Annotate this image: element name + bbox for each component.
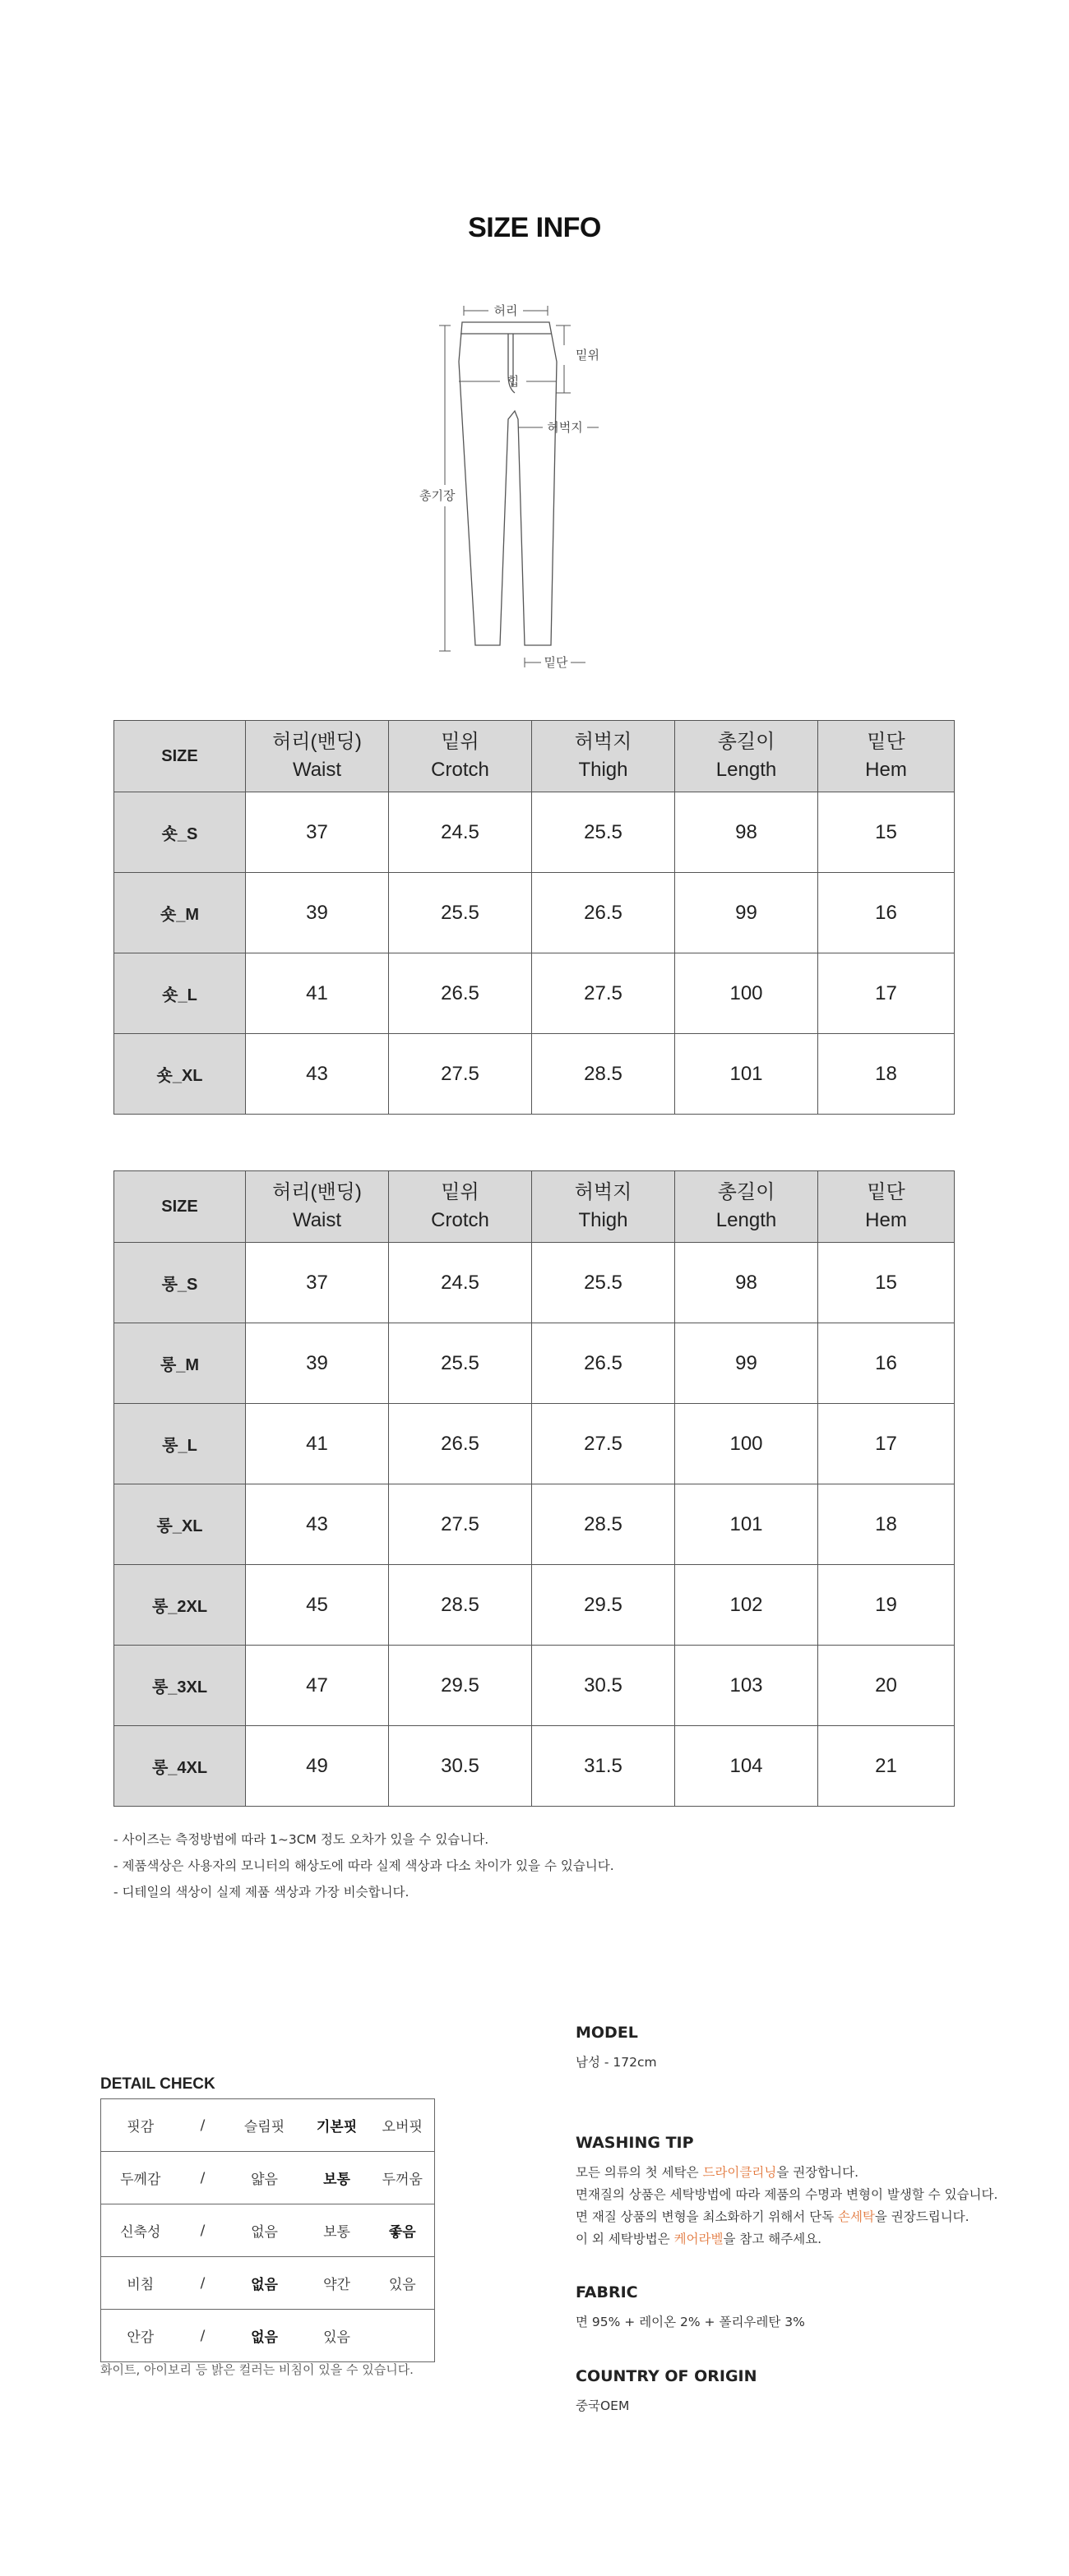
size-value: 30.5: [532, 1646, 675, 1726]
size-value: 43: [246, 1034, 389, 1115]
column-header: 총길이 Length: [675, 1171, 818, 1243]
size-value: 26.5: [532, 873, 675, 953]
size-label: 숏_XL: [114, 1034, 246, 1115]
table-row: [114, 1243, 955, 1323]
detail-option-selected: 기본핏: [303, 2099, 371, 2152]
detail-option-selected: 좋음: [371, 2204, 435, 2257]
washing-section: [576, 2134, 997, 2251]
column-header: 밑단 Hem: [818, 1171, 955, 1243]
size-label: 롱_L: [114, 1404, 246, 1484]
size-value: 26.5: [532, 1323, 675, 1404]
label-length: 총기장: [419, 488, 456, 503]
table-header-row: [114, 1171, 955, 1243]
size-value: 25.5: [389, 1323, 532, 1404]
table-row: [114, 1646, 955, 1726]
size-value: 17: [818, 1404, 955, 1484]
table-row: [114, 1404, 955, 1484]
size-value: 99: [675, 1323, 818, 1404]
short-size-table: [113, 720, 955, 1115]
fabric-section: [576, 2283, 805, 2334]
size-value: 16: [818, 1323, 955, 1404]
size-value: 15: [818, 1243, 955, 1323]
size-label: 롱_2XL: [114, 1565, 246, 1646]
detail-row: [101, 2310, 435, 2362]
table-row: [114, 792, 955, 873]
origin-title: COUNTRY OF ORIGIN: [576, 2367, 757, 2385]
label-hem: 밑단: [544, 655, 568, 670]
detail-row: [101, 2257, 435, 2310]
size-value: 28.5: [532, 1034, 675, 1115]
table-row: [114, 1565, 955, 1646]
size-label: 롱_S: [114, 1243, 246, 1323]
size-value: 27.5: [532, 1404, 675, 1484]
detail-separator: /: [180, 2204, 226, 2257]
size-label: 숏_M: [114, 873, 246, 953]
size-value: 21: [818, 1726, 955, 1807]
washing-title: WASHING TIP: [576, 2134, 694, 2152]
size-value: 39: [246, 873, 389, 953]
size-value: 27.5: [389, 1484, 532, 1565]
size-value: 15: [818, 792, 955, 873]
detail-separator: /: [180, 2099, 226, 2152]
detail-option: 있음: [303, 2310, 371, 2362]
size-label: 롱_4XL: [114, 1726, 246, 1807]
size-value: 24.5: [389, 1243, 532, 1323]
size-value: 49: [246, 1726, 389, 1807]
table-row: [114, 873, 955, 953]
size-value: 25.5: [389, 873, 532, 953]
origin-text: 중국OEM: [576, 2398, 630, 2413]
size-value: 27.5: [389, 1034, 532, 1115]
label-hip: 힙: [507, 374, 520, 389]
column-header: 밑위 Crotch: [389, 1171, 532, 1243]
size-value: 101: [675, 1034, 818, 1115]
size-value: 25.5: [532, 1243, 675, 1323]
size-value: 47: [246, 1646, 389, 1726]
column-header: 허리(밴딩) Waist: [246, 721, 389, 792]
detail-option-selected: 보통: [303, 2152, 371, 2204]
detail-row: [101, 2204, 435, 2257]
size-value: 100: [675, 953, 818, 1034]
size-value: 100: [675, 1404, 818, 1484]
origin-section: [576, 2367, 757, 2417]
washing-line-1: 모든 의류의 첫 세탁은 드라이클리닝을 권장합니다.: [576, 2165, 859, 2180]
size-value: 103: [675, 1646, 818, 1726]
detail-row: [101, 2152, 435, 2204]
column-header: SIZE: [114, 1171, 246, 1243]
size-value: 39: [246, 1323, 389, 1404]
size-label: 롱_3XL: [114, 1646, 246, 1726]
column-header: 허벅지 Thigh: [532, 721, 675, 792]
size-value: 29.5: [532, 1565, 675, 1646]
detail-label: 안감: [101, 2310, 180, 2362]
fabric-text: 면 95% + 레이온 2% + 폴리우레탄 3%: [576, 2315, 805, 2329]
size-notes: [113, 1826, 614, 1905]
size-value: 37: [246, 792, 389, 873]
detail-option: [371, 2310, 435, 2362]
size-value: 98: [675, 792, 818, 873]
detail-label: 비침: [101, 2257, 180, 2310]
size-value: 25.5: [532, 792, 675, 873]
size-value: 26.5: [389, 953, 532, 1034]
size-value: 41: [246, 953, 389, 1034]
detail-option: 없음: [226, 2204, 303, 2257]
size-value: 29.5: [389, 1646, 532, 1726]
size-value: 43: [246, 1484, 389, 1565]
detail-row: [101, 2099, 435, 2152]
table-row: [114, 1726, 955, 1807]
detail-option: 약간: [303, 2257, 371, 2310]
size-value: 28.5: [532, 1484, 675, 1565]
detail-option: 있음: [371, 2257, 435, 2310]
pants-diagram: [403, 296, 666, 682]
size-value: 41: [246, 1404, 389, 1484]
size-value: 31.5: [532, 1726, 675, 1807]
detail-option: 얇음: [226, 2152, 303, 2204]
washing-line-2: 면재질의 상품은 세탁방법에 따라 제품의 수명과 변형이 발생할 수 있습니다.: [576, 2187, 998, 2202]
detail-separator: /: [180, 2310, 226, 2362]
detail-separator: /: [180, 2257, 226, 2310]
size-value: 20: [818, 1646, 955, 1726]
detail-note: 화이트, 아이보리 등 밝은 컬러는 비침이 있을 수 있습니다.: [100, 2362, 414, 2377]
size-value: 27.5: [532, 953, 675, 1034]
detail-option: 보통: [303, 2204, 371, 2257]
table-row: [114, 953, 955, 1034]
long-size-table: [113, 1170, 955, 1807]
washing-line-3: 면 재질 상품의 변형을 최소화하기 위해서 단독 손세탁을 권장드립니다.: [576, 2209, 970, 2224]
size-value: 102: [675, 1565, 818, 1646]
size-value: 24.5: [389, 792, 532, 873]
model-section: [576, 2024, 657, 2074]
page-title: SIZE INFO: [468, 212, 601, 243]
size-label: 롱_M: [114, 1323, 246, 1404]
size-value: 18: [818, 1484, 955, 1565]
column-header: SIZE: [114, 721, 246, 792]
detail-check-table: [100, 2098, 435, 2362]
size-value: 19: [818, 1565, 955, 1646]
size-value: 16: [818, 873, 955, 953]
column-header: 밑위 Crotch: [389, 721, 532, 792]
table-row: [114, 1323, 955, 1404]
detail-option: 슬림핏: [226, 2099, 303, 2152]
label-thigh: 허벅지: [547, 420, 583, 435]
detail-separator: /: [180, 2152, 226, 2204]
detail-option-selected: 없음: [226, 2310, 303, 2362]
note-item: - 제품색상은 사용자의 모니터의 해상도에 따라 실제 색상과 다소 차이가 있을 수 있습니다.: [113, 1858, 614, 1873]
size-value: 17: [818, 953, 955, 1034]
size-value: 28.5: [389, 1565, 532, 1646]
size-label: 롱_XL: [114, 1484, 246, 1565]
size-label: 숏_L: [114, 953, 246, 1034]
label-crotch: 밑위: [576, 348, 599, 362]
table-header-row: [114, 721, 955, 792]
note-item: - 디테일의 색상이 실제 제품 색상과 가장 비슷합니다.: [113, 1885, 410, 1900]
table-row: [114, 1484, 955, 1565]
size-value: 18: [818, 1034, 955, 1115]
label-waist: 허리: [493, 303, 518, 318]
fabric-title: FABRIC: [576, 2283, 638, 2301]
size-value: 98: [675, 1243, 818, 1323]
size-value: 26.5: [389, 1404, 532, 1484]
column-header: 밑단 Hem: [818, 721, 955, 792]
table-row: [114, 1034, 955, 1115]
note-item: - 사이즈는 측정방법에 따라 1~3CM 정도 오차가 있을 수 있습니다.: [113, 1832, 489, 1847]
size-value: 30.5: [389, 1726, 532, 1807]
detail-label: 핏감: [101, 2099, 180, 2152]
detail-option: 오버핏: [371, 2099, 435, 2152]
detail-label: 두께감: [101, 2152, 180, 2204]
detail-option: 두꺼움: [371, 2152, 435, 2204]
washing-line-4: 이 외 세탁방법은 케어라벨을 참고 해주세요.: [576, 2232, 822, 2246]
detail-label: 신축성: [101, 2204, 180, 2257]
size-value: 45: [246, 1565, 389, 1646]
size-value: 104: [675, 1726, 818, 1807]
column-header: 허리(밴딩) Waist: [246, 1171, 389, 1243]
size-value: 37: [246, 1243, 389, 1323]
column-header: 허벅지 Thigh: [532, 1171, 675, 1243]
model-title: MODEL: [576, 2024, 638, 2042]
size-value: 99: [675, 873, 818, 953]
column-header: 총길이 Length: [675, 721, 818, 792]
model-text: 남성 - 172cm: [576, 2055, 657, 2070]
detail-option-selected: 없음: [226, 2257, 303, 2310]
size-value: 101: [675, 1484, 818, 1565]
detail-check-title: DETAIL CHECK: [100, 2075, 215, 2093]
size-label: 숏_S: [114, 792, 246, 873]
